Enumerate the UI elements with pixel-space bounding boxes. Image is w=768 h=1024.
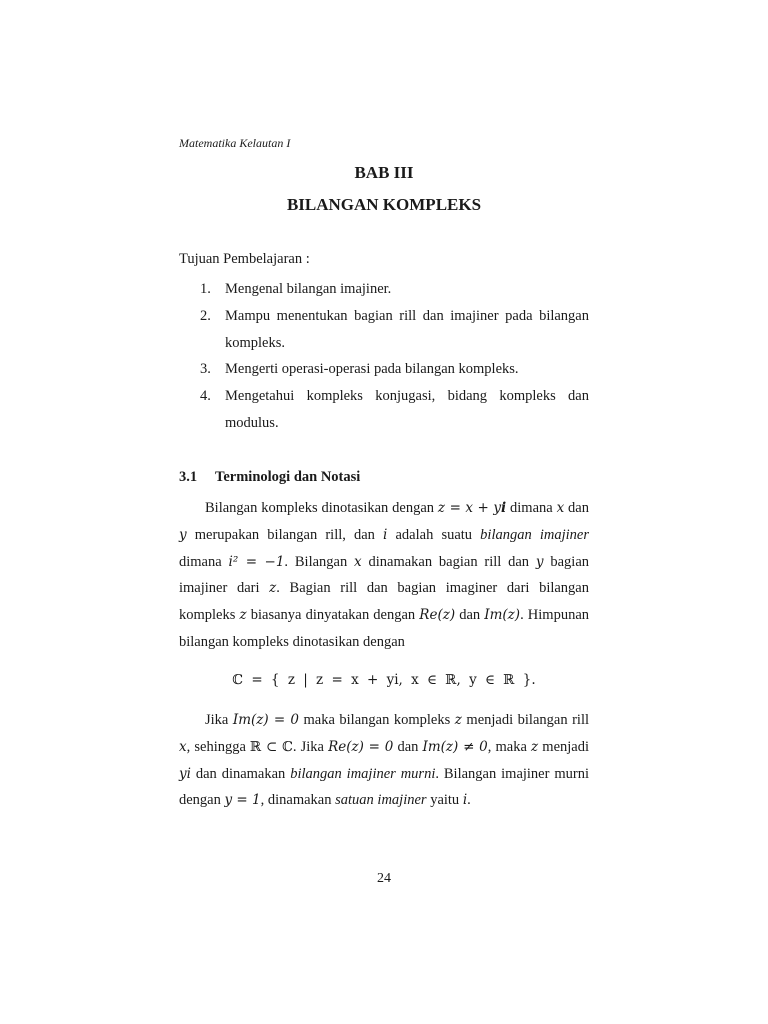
math-inline: Im(z) <box>484 607 521 624</box>
text-run: Bilangan kompleks dinotasikan dengan <box>205 500 438 516</box>
objectives-label: Tujuan Pembelajaran : <box>179 251 310 267</box>
text-run: dan <box>393 738 423 755</box>
objective-number: 3. <box>200 361 211 378</box>
text-run: dimana <box>179 553 229 570</box>
chapter-label: BAB III <box>354 163 414 182</box>
section-number: 3.1 <box>179 469 198 485</box>
text-run: yaitu <box>426 792 463 809</box>
math-inline: x <box>556 500 565 516</box>
objective-text: Mengenal bilangan imajiner. <box>225 281 392 297</box>
math-inline: z <box>531 738 539 755</box>
math-inline: y <box>535 553 544 570</box>
math-inline: i <box>501 500 507 516</box>
math-inline: i² = −1 <box>228 553 285 570</box>
math-inline: y <box>179 526 187 543</box>
text-run: , maka <box>487 738 532 755</box>
italic-term: satuan imajiner <box>335 792 427 809</box>
math-inline: Im(z) = 0 <box>232 712 299 728</box>
math-inline: z <box>239 607 247 624</box>
math-inline: x <box>179 738 187 755</box>
math-inline: z <box>269 580 277 597</box>
text-run: . Bilangan imajiner murni dengan <box>179 765 589 809</box>
text-run: bagian imajiner dari <box>179 553 589 597</box>
objective-number: 4. <box>200 388 211 405</box>
text-run: , sehingga <box>186 738 251 755</box>
text-run: . Bagian rill dan bagian imaginer dari bilangan kompleks <box>179 580 589 624</box>
objective-item <box>179 356 589 383</box>
objective-number: 1. <box>200 281 211 297</box>
objective-text: Mampu menentukan bagian rill dan imajiner pada bilangan kompleks. <box>225 307 589 351</box>
text-run: biasanya dinyatakan dengan <box>246 607 420 624</box>
text-run: dan <box>564 500 589 516</box>
math-inline: i <box>462 792 468 809</box>
math-inline: Re(z) = 0 <box>328 738 394 755</box>
section-heading <box>179 469 360 486</box>
math-inline: Re(z) <box>419 607 456 624</box>
objective-item <box>179 383 589 437</box>
text-run: . <box>467 792 471 809</box>
math-inline: y = 1 <box>224 792 261 809</box>
paragraph-pure-imaginary <box>179 707 589 814</box>
text-run: dimana <box>506 500 557 516</box>
text-run: dan dinamakan <box>190 765 291 782</box>
math-inline: z = x + y <box>437 500 502 516</box>
objective-text: Mengetahui kompleks konjugasi, bidang kompleks dan modulus. <box>225 388 589 431</box>
text-run: , dinamakan <box>260 792 336 809</box>
text-run: . Himpunan bilangan kompleks dinotasikan dengan <box>179 607 590 650</box>
math-inline: ℝ ⊂ ℂ <box>250 738 293 755</box>
text-run: merupakan bilangan rill, dan <box>186 526 384 543</box>
objective-number: 2. <box>200 307 211 324</box>
chapter-title: BILANGAN KOMPLEKS <box>286 195 482 214</box>
paragraph-definition <box>179 495 589 656</box>
text-run: . Jika <box>292 738 329 755</box>
math-inline: z <box>454 712 462 728</box>
italic-term: bilangan imajiner <box>480 526 589 543</box>
running-head: Matematika Kelautan I <box>179 136 291 150</box>
text-run: Jika <box>205 712 233 728</box>
text-run: . Bilangan <box>284 553 355 570</box>
objectives-list <box>179 276 589 437</box>
italic-term: bilangan imajiner murni <box>290 765 436 782</box>
math-inline: yi <box>179 765 191 782</box>
text-run: menjadi <box>538 738 589 755</box>
math-inline: i <box>383 526 388 543</box>
text-run: maka bilangan kompleks <box>298 712 455 728</box>
text-run: dinamakan bagian rill dan <box>361 553 536 570</box>
objective-item <box>179 276 589 303</box>
set-definition-equation: ℂ = { z | z = x + yi, x ∈ ℝ, y ∈ ℝ }. <box>232 672 536 688</box>
objective-text: Mengerti operasi-operasi pada bilangan kompleks. <box>225 361 519 378</box>
section-title: Terminologi dan Notasi <box>215 469 361 485</box>
text-run: dan <box>455 607 485 624</box>
page-number: 24 <box>377 871 391 886</box>
text-run: menjadi bilangan rill <box>461 712 590 728</box>
math-inline: Im(z) ≠ 0 <box>422 738 488 755</box>
text-run: adalah suatu <box>387 526 481 543</box>
objective-item <box>179 303 589 357</box>
math-inline: x <box>354 553 362 570</box>
